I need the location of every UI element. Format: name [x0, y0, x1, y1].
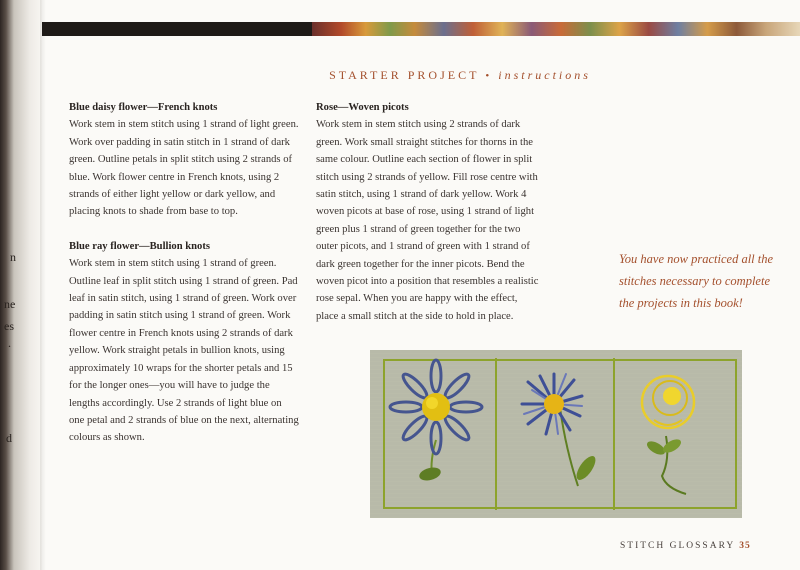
- section-body-rose: Work stem in stem stitch using 2 strands of dark green. Work small straight stitches for thorns in the same colour. Outline each section of flower in split stitch using 2 strands of yellow. Fill rose centre with satin stitch, using 1 strand of dark yellow. Work 4 woven picots at base of rose, using 1 strand of light green plus 1 strand of green together for the two outer picots, and 1 strand of green with 1 strand of dark green together for the inner picots. Bend the woven picot into a position that resembles a realistic rose sepal. When you are happy with the effect, place a small stitch at the side to hold in place.: [316, 119, 539, 322]
- linen-background: [370, 350, 742, 518]
- embroidery-sampler-illustration: [370, 350, 742, 518]
- decorative-header-strip: [42, 22, 800, 36]
- header-strip-floral-pattern: [312, 22, 800, 36]
- header-title: STARTER PROJECT: [329, 68, 480, 82]
- page-footer: [620, 541, 790, 551]
- header-subtitle: instructions: [498, 68, 591, 82]
- embroidery-sampler-photo: [370, 350, 742, 518]
- section-body-blue-daisy: Work stem in stem stitch using 1 strand of light green. Work over padding in satin stitch in 1 strand of dark green. Outline petals in split stitch using 2 strands of blue. Work flower centre in French knots, using 2 strands of either light yellow or dark yellow, and placing knots to shade from base to top.: [69, 119, 299, 218]
- facing-page-fragment: d: [6, 431, 12, 445]
- facing-page-fragment: .: [8, 336, 11, 350]
- footer-label: STITCH GLOSSARY: [620, 541, 736, 551]
- section-title-blue-daisy: Blue daisy flower—French knots: [69, 102, 218, 113]
- header-separator: •: [485, 70, 493, 82]
- facing-page-fragment: es: [4, 319, 14, 333]
- section-title-blue-ray: Blue ray flower—Bullion knots: [69, 240, 210, 252]
- section-body-blue-ray: Work stem in stem stitch using 1 strand of green. Outline leaf in split stitch using 1 strand of green. Pad leaf in satin stitch, using 1 strand of green. Work over padding in satin stitch using 1 strand of green. Work flower centre in French knots using 2 strands of dark yellow. Work straight petals in bullion knots, using approximately 10 wraps for the shorter petals and 15 for the longer ones—you will have to judge the lengths accordingly. Use 2 strands of light blue on one petal and 2 strands of blue on the next, alternating colours as shown.: [69, 258, 299, 444]
- facing-page-fragment: n: [10, 250, 16, 264]
- facing-page-fragment: ne: [4, 297, 16, 311]
- page-header: [0, 68, 800, 83]
- page-number: 35: [739, 541, 751, 551]
- callout-note: You have now practiced all the stitches necessary to complete the projects in this book!: [619, 252, 774, 310]
- section-title-rose: Rose—Woven picots: [316, 102, 409, 113]
- gutter-shadow: [40, 0, 46, 570]
- instructions-column-right: [316, 99, 540, 325]
- book-gutter: [0, 0, 42, 570]
- instructions-column-left: [69, 99, 299, 447]
- header-strip-dark: [42, 22, 312, 36]
